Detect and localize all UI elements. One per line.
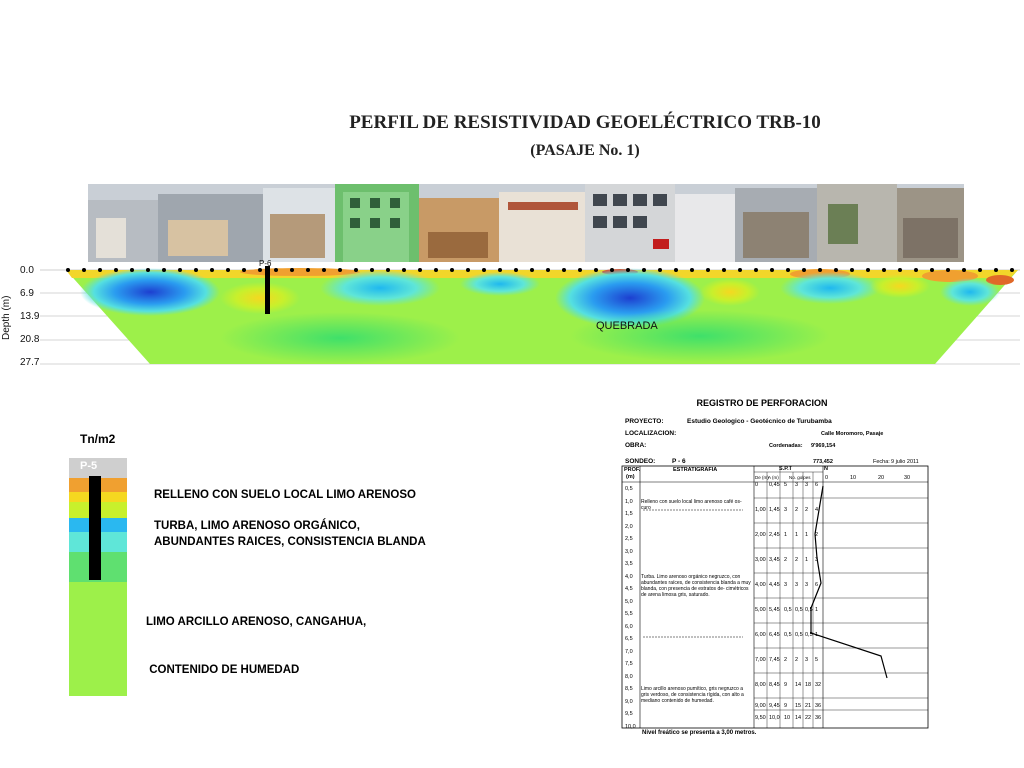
col-prof-header: PROF. (624, 467, 641, 473)
spt-cell: 0,5 (784, 632, 792, 638)
stratum-line: LIMO ARCILLO ARENOSO, CANGAHUA, (146, 616, 367, 628)
stratum-line: RELLENO CON SUELO LOCAL LIMO ARENOSO (154, 489, 416, 501)
spt-cell: 10 (784, 715, 791, 721)
spt-cell: 1 (815, 632, 819, 638)
spt-cell: 1 (815, 607, 819, 613)
n-scale-tick: 20 (878, 475, 885, 481)
spt-cell: 0 (755, 482, 759, 488)
spt-cell: 22 (805, 715, 812, 721)
spt-cell: 4,45 (769, 582, 780, 588)
spt-cell: 15 (795, 703, 802, 709)
obra-label: OBRA: (625, 442, 647, 449)
spt-cell: 10,0 (769, 715, 780, 721)
spt-cell: 2 (784, 557, 788, 563)
spt-cell: 5 (784, 482, 788, 488)
stratum-line: ABUNDANTES RAICES, CONSISTENCIA BLANDA (154, 536, 426, 548)
spt-cell: 3 (795, 582, 799, 588)
spt-cell: 3 (805, 582, 809, 588)
stratum-label-3 (146, 582, 366, 694)
spt-cell: 6,45 (769, 632, 780, 638)
borehole-column-image (69, 458, 127, 696)
col-spt-header: S.P.T (779, 466, 793, 472)
stratum-description-1: Relleno con suelo local limo arenoso café os- curo (641, 499, 742, 511)
depth-tick: 20.8 (20, 334, 40, 345)
col-n-header: N (824, 466, 828, 472)
depth-label: 6,0 (625, 623, 633, 630)
spt-cell: 2 (805, 507, 809, 513)
spt-cell: 0,5 (805, 632, 813, 638)
spt-cell: 0,5 (795, 607, 803, 613)
depth-axis-label: Depth (m) (1, 295, 12, 341)
depth-label: 10,0 (625, 723, 636, 730)
fecha-label: Fecha: (873, 459, 890, 465)
spt-cell: 3 (805, 657, 809, 663)
sondeo-label: SONDEO: (625, 458, 656, 465)
unit-label: Tn/m2 (80, 432, 116, 446)
spt-cell: 36 (815, 715, 822, 721)
slide-title: PERFIL DE RESISTIVIDAD GEOELÉCTRICO TRB-10 (349, 112, 821, 133)
spt-cell: 2 (795, 657, 799, 663)
spt-cell: 6 (815, 582, 819, 588)
stratum-label-2 (154, 518, 426, 550)
n-scale-tick: 0 (825, 475, 829, 481)
stratum-line: TURBA, LIMO ARENOSO ORGÁNICO, (154, 520, 360, 532)
spt-cell: 9 (784, 703, 788, 709)
spt-cell: 0,5 (795, 632, 803, 638)
spt-cell: 1 (795, 532, 799, 538)
spt-cell: 36 (815, 703, 822, 709)
n-scale-tick: 30 (904, 475, 911, 481)
spt-cell: 0,45 (769, 482, 780, 488)
spt-cell: 8,00 (755, 682, 766, 688)
col-prof-unit: (m) (626, 474, 635, 480)
spt-cell: 1 (805, 532, 809, 538)
localizacion-label: LOCALIZACION: (625, 430, 677, 437)
spt-cell: 9,45 (769, 703, 780, 709)
proyecto-label: PROYECTO: (625, 418, 664, 425)
spt-cell: 6,00 (755, 632, 766, 638)
spt-cell: 1 (805, 557, 809, 563)
spt-cell: 3,45 (769, 557, 780, 563)
spt-cell: 3 (815, 557, 819, 563)
depth-label: 5,5 (625, 611, 633, 617)
slide-subtitle: (PASAJE No. 1) (530, 142, 640, 159)
spt-sub-header: A (m) (768, 475, 779, 480)
coord-e-value: 773,452 (813, 459, 833, 465)
stratum-description-3: Limo arcillo arenoso pumítico, gris negruzco a gris verdoso, de consistencia rígida, con alto a mediano contenido de humedad. (641, 686, 744, 704)
depth-tick: 13.9 (20, 311, 40, 322)
spt-cell: 32 (815, 682, 822, 688)
quebrada-annotation: QUEBRADA (596, 320, 658, 332)
depth-label: 1,0 (625, 498, 633, 505)
spt-cell: 2 (795, 507, 799, 513)
localizacion-value: Calle Moromoro, Pasaje (821, 431, 884, 437)
coordenadas-value: 9'969,154 (811, 443, 836, 449)
depth-label: 7,5 (625, 661, 633, 667)
spt-cell: 7,00 (755, 657, 766, 663)
fecha-value: 9 julio 2011 (891, 459, 919, 465)
depth-label: 5,0 (625, 598, 633, 605)
spt-cell: 3 (784, 507, 788, 513)
spt-cell: 14 (795, 715, 802, 721)
spt-cell: 8,45 (769, 682, 780, 688)
spt-cell: 9 (784, 682, 788, 688)
depth-label: 7,0 (625, 648, 633, 655)
spt-sub-header: No. golpes (789, 475, 811, 480)
depth-tick: 27.7 (20, 357, 40, 368)
spt-cell: 21 (805, 703, 812, 709)
spt-cell: 4,00 (755, 582, 766, 588)
depth-label: 4,0 (625, 573, 633, 580)
street-panorama-photo (88, 184, 964, 262)
borehole-log (617, 398, 933, 743)
depth-label: 0,5 (625, 486, 633, 492)
depth-label: 3,0 (625, 548, 633, 555)
spt-cell: 3 (784, 582, 788, 588)
resistivity-profile (0, 258, 1024, 373)
spt-cell: 1,45 (769, 507, 780, 513)
spt-cell: 2 (815, 532, 819, 538)
spt-cell: 7,45 (769, 657, 780, 663)
spt-cell: 1 (784, 532, 788, 538)
spt-cell: 2 (784, 657, 788, 663)
stratum-description-2: Turba. Limo arenoso orgánico negruzco, con abundantes raíces, de consistencia blanda a muy blanda, con presencia de estratos de- cimétricos de arena limosa gris, saturado. (641, 574, 751, 598)
borehole-marker-label: P-6 (259, 259, 272, 268)
spt-cell: 2 (795, 557, 799, 563)
spt-cell: 0,5 (805, 607, 813, 613)
spt-cell: 3 (795, 482, 799, 488)
depth-label: 4,5 (625, 586, 633, 592)
depth-label: 8,5 (625, 686, 633, 692)
spt-cell: 4 (815, 507, 819, 513)
spt-cell: 3,00 (755, 557, 766, 563)
spt-cell: 3 (805, 482, 809, 488)
stratum-line: CONTENIDO DE HUMEDAD (146, 664, 300, 676)
spt-cell: 14 (795, 682, 802, 688)
spt-cell: 5 (815, 657, 819, 663)
spt-cell: 0,5 (784, 607, 792, 613)
water-table-note: Nivel freático se presenta a 3,00 metros. (642, 730, 757, 736)
coordenadas-label: Cordenadas: (769, 443, 803, 449)
spt-sub-header: De (m) (755, 475, 769, 480)
depth-label: 9,0 (625, 698, 633, 705)
depth-label: 2,0 (625, 523, 633, 530)
spt-cell: 2,00 (755, 532, 766, 538)
depth-label: 3,5 (625, 561, 633, 567)
sondeo-value: P - 6 (672, 458, 686, 465)
n-scale-tick: 10 (850, 475, 857, 481)
spt-cell: 9,50 (755, 715, 766, 721)
depth-label: 6,5 (625, 636, 633, 642)
spt-cell: 5,00 (755, 607, 766, 613)
depth-label: 8,0 (625, 673, 633, 680)
spt-cell: 9,00 (755, 703, 766, 709)
spt-cell: 2,45 (769, 532, 780, 538)
spt-cell: 1,00 (755, 507, 766, 513)
depth-label: 1,5 (625, 511, 633, 517)
spt-cell: 5,45 (769, 607, 780, 613)
col-estratigrafia-header: ESTRATIGRAFIA (673, 467, 718, 473)
depth-label: 2,5 (625, 536, 633, 542)
depth-label: 9,5 (625, 711, 633, 717)
log-title: REGISTRO DE PERFORACION (696, 398, 828, 408)
depth-tick: 6.9 (20, 288, 34, 299)
depth-tick: 0.0 (20, 265, 34, 276)
stratum-label-1 (154, 487, 416, 503)
column-marker-label: P-5 (80, 460, 98, 472)
proyecto-value: Estudio Geologico - Geotécnico de Turubamba (687, 418, 832, 425)
spt-cell: 18 (805, 682, 812, 688)
spt-cell: 6 (815, 482, 819, 488)
